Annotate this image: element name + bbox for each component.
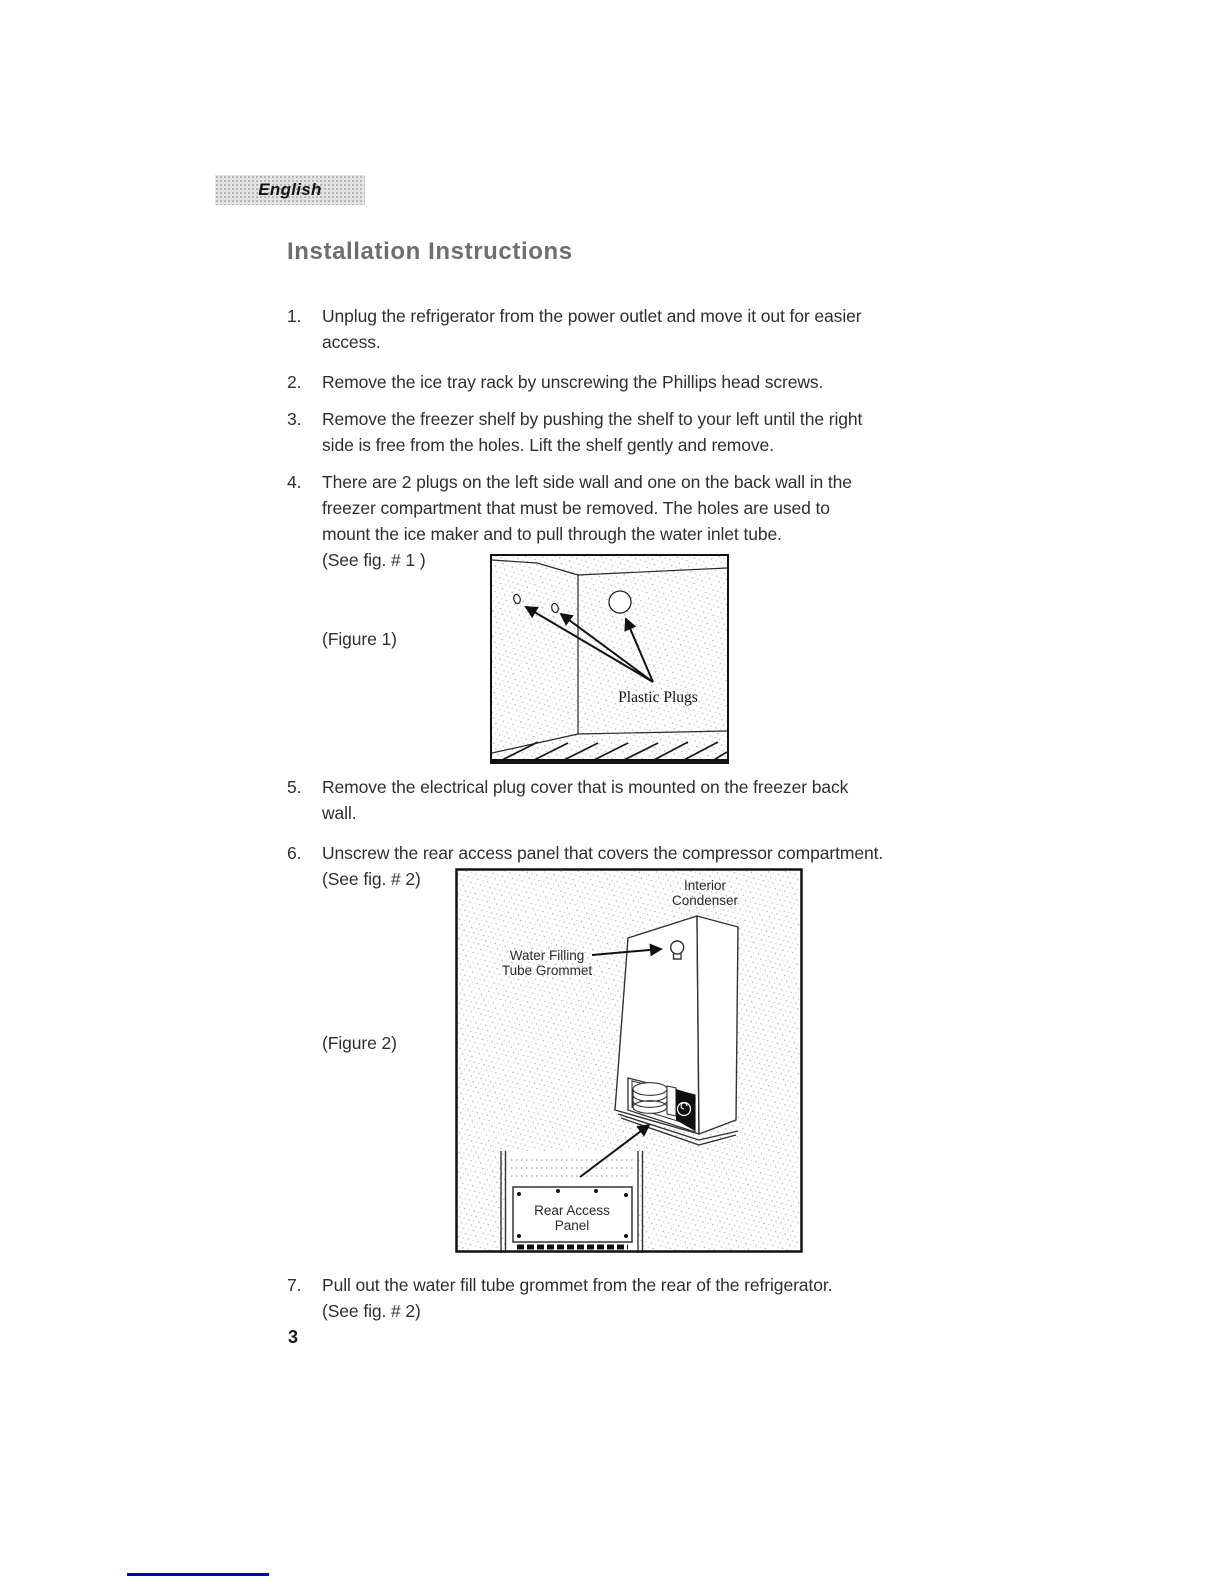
step-text-line: Unscrew the rear access panel that covers the compressor compartment. [322,843,884,863]
page-title: Installation Instructions [287,238,573,265]
step-text-line: Remove the freezer shelf by pushing the shelf to your left until the right [322,409,863,429]
step-number: 3. [287,409,302,429]
instruction-step-2 [287,369,942,395]
interior-condenser-label: Interior [683,878,727,893]
figure-1-bottom-border [490,759,729,764]
step-text-line: access. [322,332,381,352]
step-text-line: (See fig. # 2) [322,1301,421,1321]
step-text-line: Remove the electrical plug cover that is mounted on the freezer back [322,777,849,797]
plastic-plugs-label: Plastic Plugs [618,689,698,706]
instruction-step-1 [287,303,942,355]
wall-texture [492,556,727,760]
step-text-line: mount the ice maker and to pull through the water inlet tube. [322,524,782,544]
language-badge-label: English [258,180,322,199]
step-number: 5. [287,777,302,797]
rear-access-panel-label: Rear Access [534,1203,610,1218]
step-number: 6. [287,843,302,863]
figure-2-caption: (Figure 2) [322,1033,397,1053]
back-wall-hole [609,591,631,613]
step-text-line: (See fig. # 2) [322,869,421,889]
fridge-side-panel [697,916,738,1134]
instruction-step-7 [287,1272,942,1324]
interior-condenser-label-line2: Condenser [671,893,739,908]
step-text-line: Remove the ice tray rack by unscrewing the Phillips head screws. [322,372,824,392]
step-text-line: Pull out the water fill tube grommet from the rear of the refrigerator. [322,1275,833,1295]
step-text-line: There are 2 plugs on the left side wall and one on the back wall in the [322,472,852,492]
step-number: 7. [287,1275,302,1295]
rear-access-panel-label-line2: Panel [554,1218,590,1233]
instruction-step-5 [287,774,942,826]
page-number: 3 [288,1327,299,1347]
figure-1-illustration [490,554,729,764]
step-number: 2. [287,372,302,392]
water-filling-label: Water Filling [509,948,585,963]
step-text-line: side is free from the holes. Lift the shelf gently and remove. [322,435,774,455]
step-number: 1. [287,306,302,326]
water-filling-label-line2: Tube Grommet [501,963,593,978]
instruction-step-3 [287,406,942,458]
step-text-line: (See fig. # 1 ) [322,550,426,570]
step-text-line: Unplug the refrigerator from the power outlet and move it out for easier [322,306,862,326]
language-badge [215,175,365,205]
step-text-line: wall. [322,803,357,823]
figure-1-caption: (Figure 1) [322,629,397,649]
footer-line [127,1573,269,1576]
figure-2-illustration [455,868,803,1253]
step-number: 4. [287,472,302,492]
rear-access-inset [501,1151,643,1253]
step-text-line: freezer compartment that must be removed. The holes are used to [322,498,830,518]
